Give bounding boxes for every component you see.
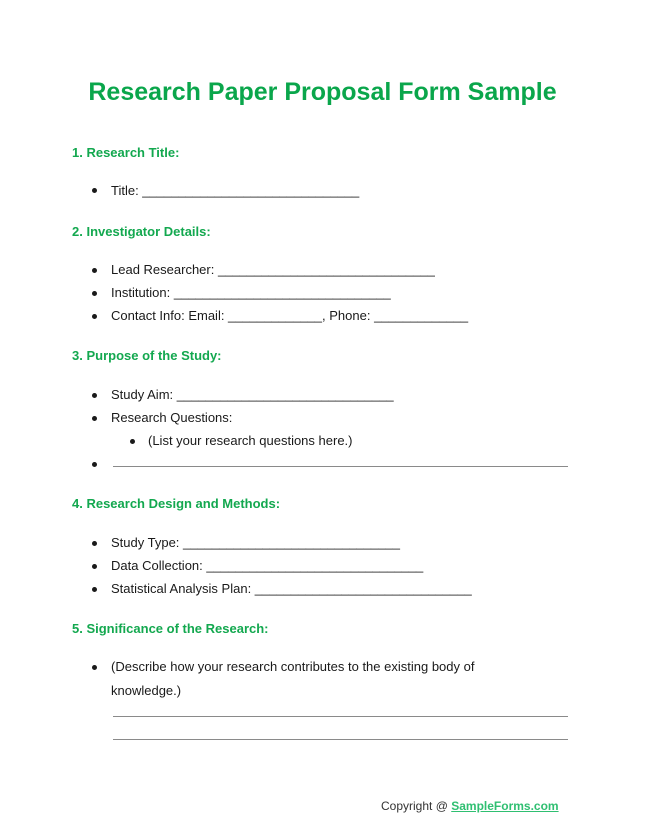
bullet-icon: [92, 314, 97, 319]
bullet-icon: [92, 416, 97, 421]
bullet-icon: [92, 564, 97, 569]
bullet-icon: [130, 439, 135, 444]
study-type-field[interactable]: Study Type: ______________________________: [111, 535, 400, 550]
section-heading-investigator: 2. Investigator Details:: [72, 224, 211, 239]
section-heading-research-title: 1. Research Title:: [72, 145, 180, 160]
institution-field[interactable]: Institution: ______________________________: [111, 285, 391, 300]
bullet-icon: [92, 393, 97, 398]
sampleforms-link[interactable]: SampleForms.com: [451, 799, 559, 813]
section-heading-design: 4. Research Design and Methods:: [72, 496, 281, 511]
copyright-footer: [381, 799, 559, 813]
bullet-icon: [92, 541, 97, 546]
bullet-icon: [92, 587, 97, 592]
significance-hint-cont: knowledge.): [111, 683, 182, 698]
copyright-text: Copyright @: [381, 799, 452, 813]
page-title: Research Paper Proposal Form Sample: [88, 78, 557, 106]
title-field[interactable]: Title: ______________________________: [111, 183, 360, 198]
bullet-icon: [92, 188, 97, 193]
data-collection-field[interactable]: Data Collection: ______________________________: [111, 558, 424, 573]
research-question-line[interactable]: [113, 466, 568, 467]
significance-line-1[interactable]: [113, 716, 568, 717]
section-heading-purpose: 3. Purpose of the Study:: [72, 348, 222, 363]
significance-line-2[interactable]: [113, 739, 568, 740]
section-heading-significance: 5. Significance of the Research:: [72, 621, 269, 636]
bullet-icon: [92, 291, 97, 296]
bullet-icon: [92, 268, 97, 273]
research-questions-label: Research Questions:: [111, 410, 233, 425]
bullet-icon: [92, 665, 97, 670]
statistical-analysis-field[interactable]: Statistical Analysis Plan: ______________________________: [111, 581, 472, 596]
contact-info-field[interactable]: Contact Info: Email: _____________, Phone: _____________: [111, 308, 469, 323]
lead-researcher-field[interactable]: Lead Researcher: ______________________________: [111, 262, 435, 277]
bullet-icon: [92, 462, 97, 467]
significance-hint: (Describe how your research contributes to the existing body of: [111, 659, 475, 674]
research-questions-hint: (List your research questions here.): [148, 433, 353, 448]
study-aim-field[interactable]: Study Aim: ______________________________: [111, 387, 394, 402]
